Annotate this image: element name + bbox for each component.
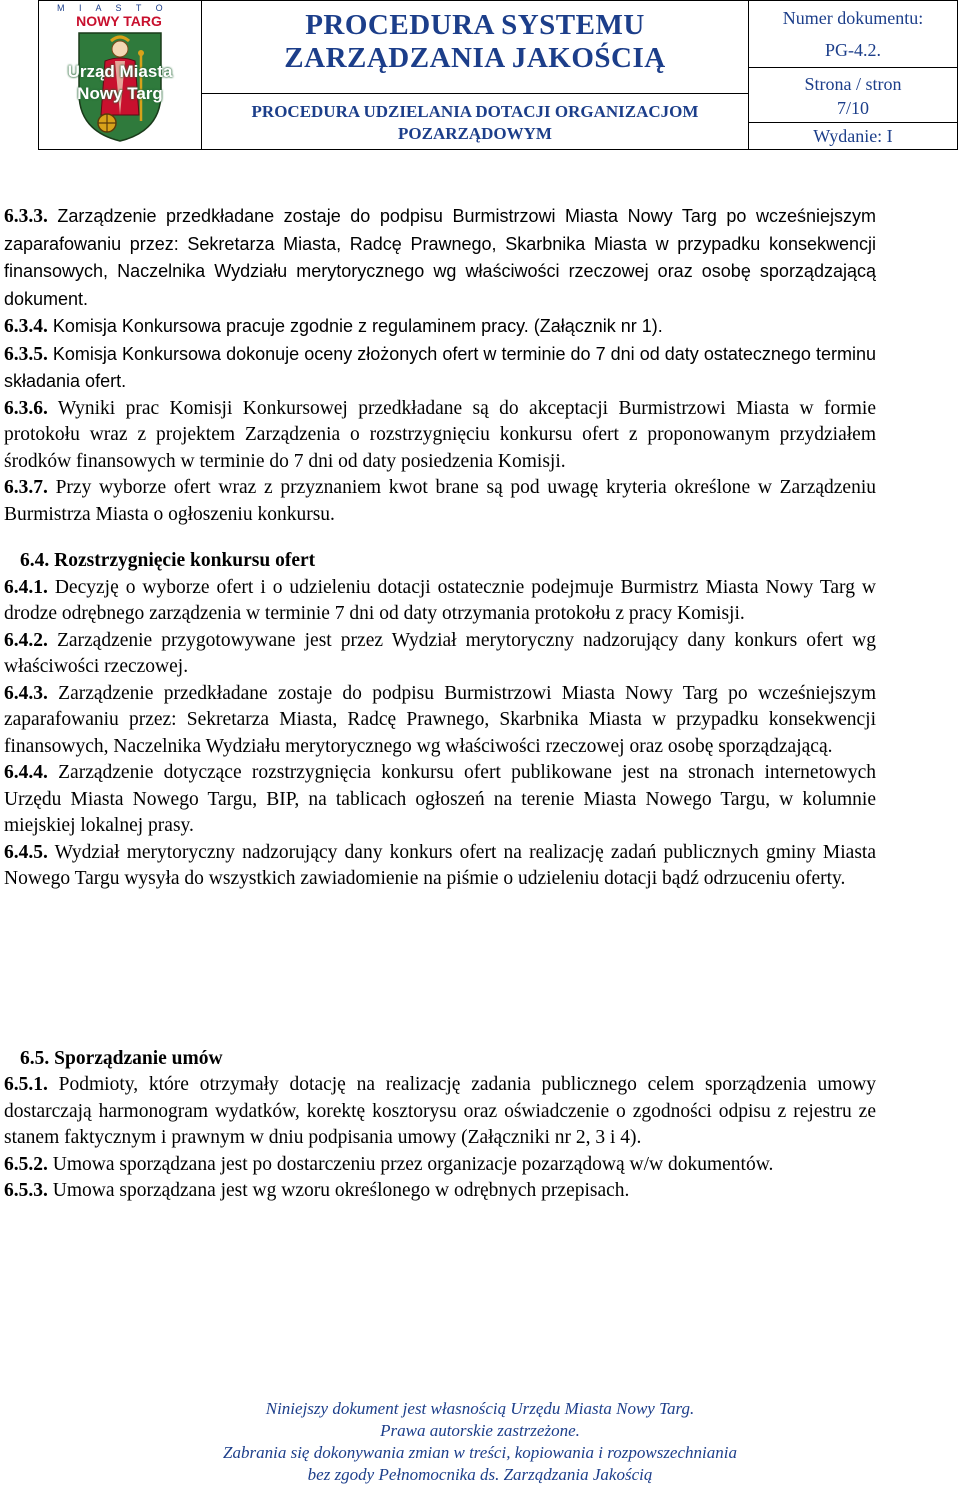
logo-caption-line2: Nowy Targ (77, 84, 163, 103)
paragraph-text: Wydział merytoryczny nadzorujący dany konkurs ofert na realizację zadań publicznych gminy Miasta Nowego Targu wysyła do wszystkich zawiadomienie na piśmie o udzieleniu dotacji bądź odrzuceniu oferty. (4, 841, 876, 889)
title-divider (202, 93, 748, 94)
procedure-title-line2: ZARZĄDZANIA JAKOŚCIĄ (284, 42, 666, 74)
paragraph-number: 6.4.3. (4, 682, 48, 704)
paragraph-text: Decyzję o wyborze ofert i o udzieleniu dotacji ostatecznie podejmuje Burmistrz Miasta Nowy Targ w drodze odrębnego zarządzenia w terminie 7 dni od daty otrzymania protokołu z pracy Komisji. (4, 576, 876, 624)
procedure-subtitle-line2: POZARZĄDOWYM (398, 124, 552, 143)
paragraph-text: Komisja Konkursowa pracuje zgodnie z regulaminem pracy. (Załącznik nr 1). (47, 316, 663, 336)
paragraph-number: 6.5.1. (4, 1074, 48, 1095)
paragraph-number: 6.4.5. (4, 841, 48, 863)
paragraph-text: Zarządzenie przedkładane zostaje do podpisu Burmistrzowi Miasta Nowy Targ po wcześniejszym zaparafowaniu przez: Sekretarza Miasta, Radcę Prawnego, Skarbnika Miasta w przypadku konsekwencji finansowych, Naczelnika Wydziału merytorycznego wg właściwości rzeczowej oraz osobę sporządzającą. (4, 682, 876, 757)
footer-restriction: Zabrania się dokonywania zmian w treści, kopiowania i rozpowszechniania (223, 1443, 737, 1462)
procedure-title-line1: PROCEDURA SYSTEMU (305, 9, 645, 41)
spacer (4, 893, 876, 1046)
paragraph-number: 6.3.6. (4, 397, 48, 419)
paragraph-number: 6.3.4. (4, 316, 48, 337)
spacer (4, 528, 876, 548)
meta-cell (749, 1, 958, 150)
doc-number-value: PG-4.2. (824, 40, 881, 60)
paragraph-6-3-4 (4, 313, 876, 341)
page-value: 7/10 (836, 98, 869, 118)
paragraph-6-3-3 (4, 203, 876, 313)
paragraph-text: Umowa sporządzana jest po dostarczeniu przez organizacje pozarządową w/w dokumentów. (47, 1153, 774, 1175)
page-label: Strona / stron (804, 74, 902, 94)
paragraph-6-5-1 (4, 1072, 876, 1152)
logo-caption-line1: Urząd Miasta (67, 62, 173, 81)
paragraph-6-3-6 (4, 396, 876, 476)
paragraph-text: Wyniki prac Komisji Konkursowej przedkładane są do akceptacji Burmistrzowi Miasta w formie protokołu wraz z projektem Zarządzenia o rozstrzygnięciu konkursu ofert z proponowanym przydziałem środków finansowych w terminie do 7 dni od daty posiedzenia Komisji. (4, 397, 876, 472)
paragraph-text: Zarządzenie dotyczące rozstrzygnięcia konkursu ofert publikowane jest na stronach internetowych Urzędu Miasta Nowego Targu, BIP, na tablicach ogłoszeń na terenie Miasta Nowego Targu, w kolumnie miejskiej lokalnej prasy. (4, 762, 876, 836)
paragraph-6-5-2 (4, 1152, 876, 1179)
paragraph-6-3-7 (4, 475, 876, 528)
document-footer (0, 1398, 960, 1486)
paragraph-text: Umowa sporządzana jest wg wzoru określonego w odrębnych przepisach. (47, 1180, 630, 1201)
paragraph-6-4-2 (4, 628, 876, 681)
paragraph-number: 6.5.3. (4, 1180, 48, 1201)
paragraph-6-4-5 (4, 840, 876, 893)
paragraph-text: Podmioty, które otrzymały dotację na realizację zadania publicznego celem sporządzenia umowy dostarczają harmonogram wydatków, korektę kosztorysu oraz oświadczenie o zgodności odpisu z rejestru ze stanem faktycznym i prawnym w dniu podpisania umowy (Załączniki nr 2, 3 i 4). (4, 1074, 876, 1148)
paragraph-number: 6.5.2. (4, 1153, 48, 1175)
paragraph-6-3-5 (4, 341, 876, 396)
footer-consent: bez zgody Pełnomocnika ds. Zarządzania Jakością (307, 1465, 653, 1484)
paragraph-text: Zarządzenie przedkładane zostaje do podpisu Burmistrzowi Miasta Nowy Targ po wcześniejszym zaparafowaniu przez: Sekretarza Miasta, Radcę Prawnego, Skarbnika Miasta w przypadku konsekwencji finansowych, Naczelnika Wydziału merytorycznego wg właściwości rzeczowej oraz osobę sporządzającą dokument. (4, 206, 876, 309)
document-header (38, 0, 958, 150)
title-cell (202, 1, 749, 150)
paragraph-6-4-3 (4, 681, 876, 761)
section-heading-6-4: 6.4. Rozstrzygnięcie konkursu ofert (20, 550, 316, 571)
logo-caption (39, 61, 201, 105)
paragraph-number: 6.4.2. (4, 629, 48, 651)
edition-value: Wydanie: I (813, 126, 893, 146)
footer-copyright: Prawa autorskie zastrzeżone. (380, 1421, 580, 1440)
footer-ownership: Niniejszy dokument jest własnością Urzędu Miasta Nowy Targ. (265, 1399, 695, 1418)
paragraph-number: 6.3.3. (4, 206, 48, 227)
document-body (4, 203, 876, 1205)
doc-number-label: Numer dokumentu: (782, 8, 924, 28)
paragraph-6-4-4 (4, 760, 876, 840)
logo-cell (39, 1, 202, 150)
logo-top-text: M I A S T O (57, 3, 169, 13)
paragraph-text: Zarządzenie przygotowywane jest przez Wydział merytoryczny nadzorujący dany konkurs ofert wg właściwości rzeczowej. (4, 629, 876, 677)
paragraph-number: 6.3.5. (4, 343, 48, 365)
meta-divider-1 (749, 67, 957, 68)
section-heading-6-5: 6.5. Sporządzanie umów (20, 1047, 223, 1069)
logo-town-name: NOWY TARG (76, 13, 162, 29)
paragraph-number: 6.3.7. (4, 477, 48, 498)
paragraph-number: 6.4.4. (4, 762, 48, 783)
paragraph-6-4-1 (4, 575, 876, 628)
meta-divider-2 (749, 122, 957, 123)
paragraph-text: Przy wyborze ofert wraz z przyznaniem kwot brane są pod uwagę kryteria określone w Zarządzeniu Burmistrza Miasta o ogłoszeniu konkursu. (4, 477, 876, 525)
paragraph-6-5-3 (4, 1178, 876, 1205)
paragraph-text: Komisja Konkursowa dokonuje oceny złożonych ofert w terminie do 7 dni od daty ostatecznego terminu składania ofert. (4, 343, 876, 391)
paragraph-number: 6.4.1. (4, 576, 48, 598)
procedure-subtitle-line1: PROCEDURA UDZIELANIA DOTACJI ORGANIZACJOM (251, 102, 699, 121)
